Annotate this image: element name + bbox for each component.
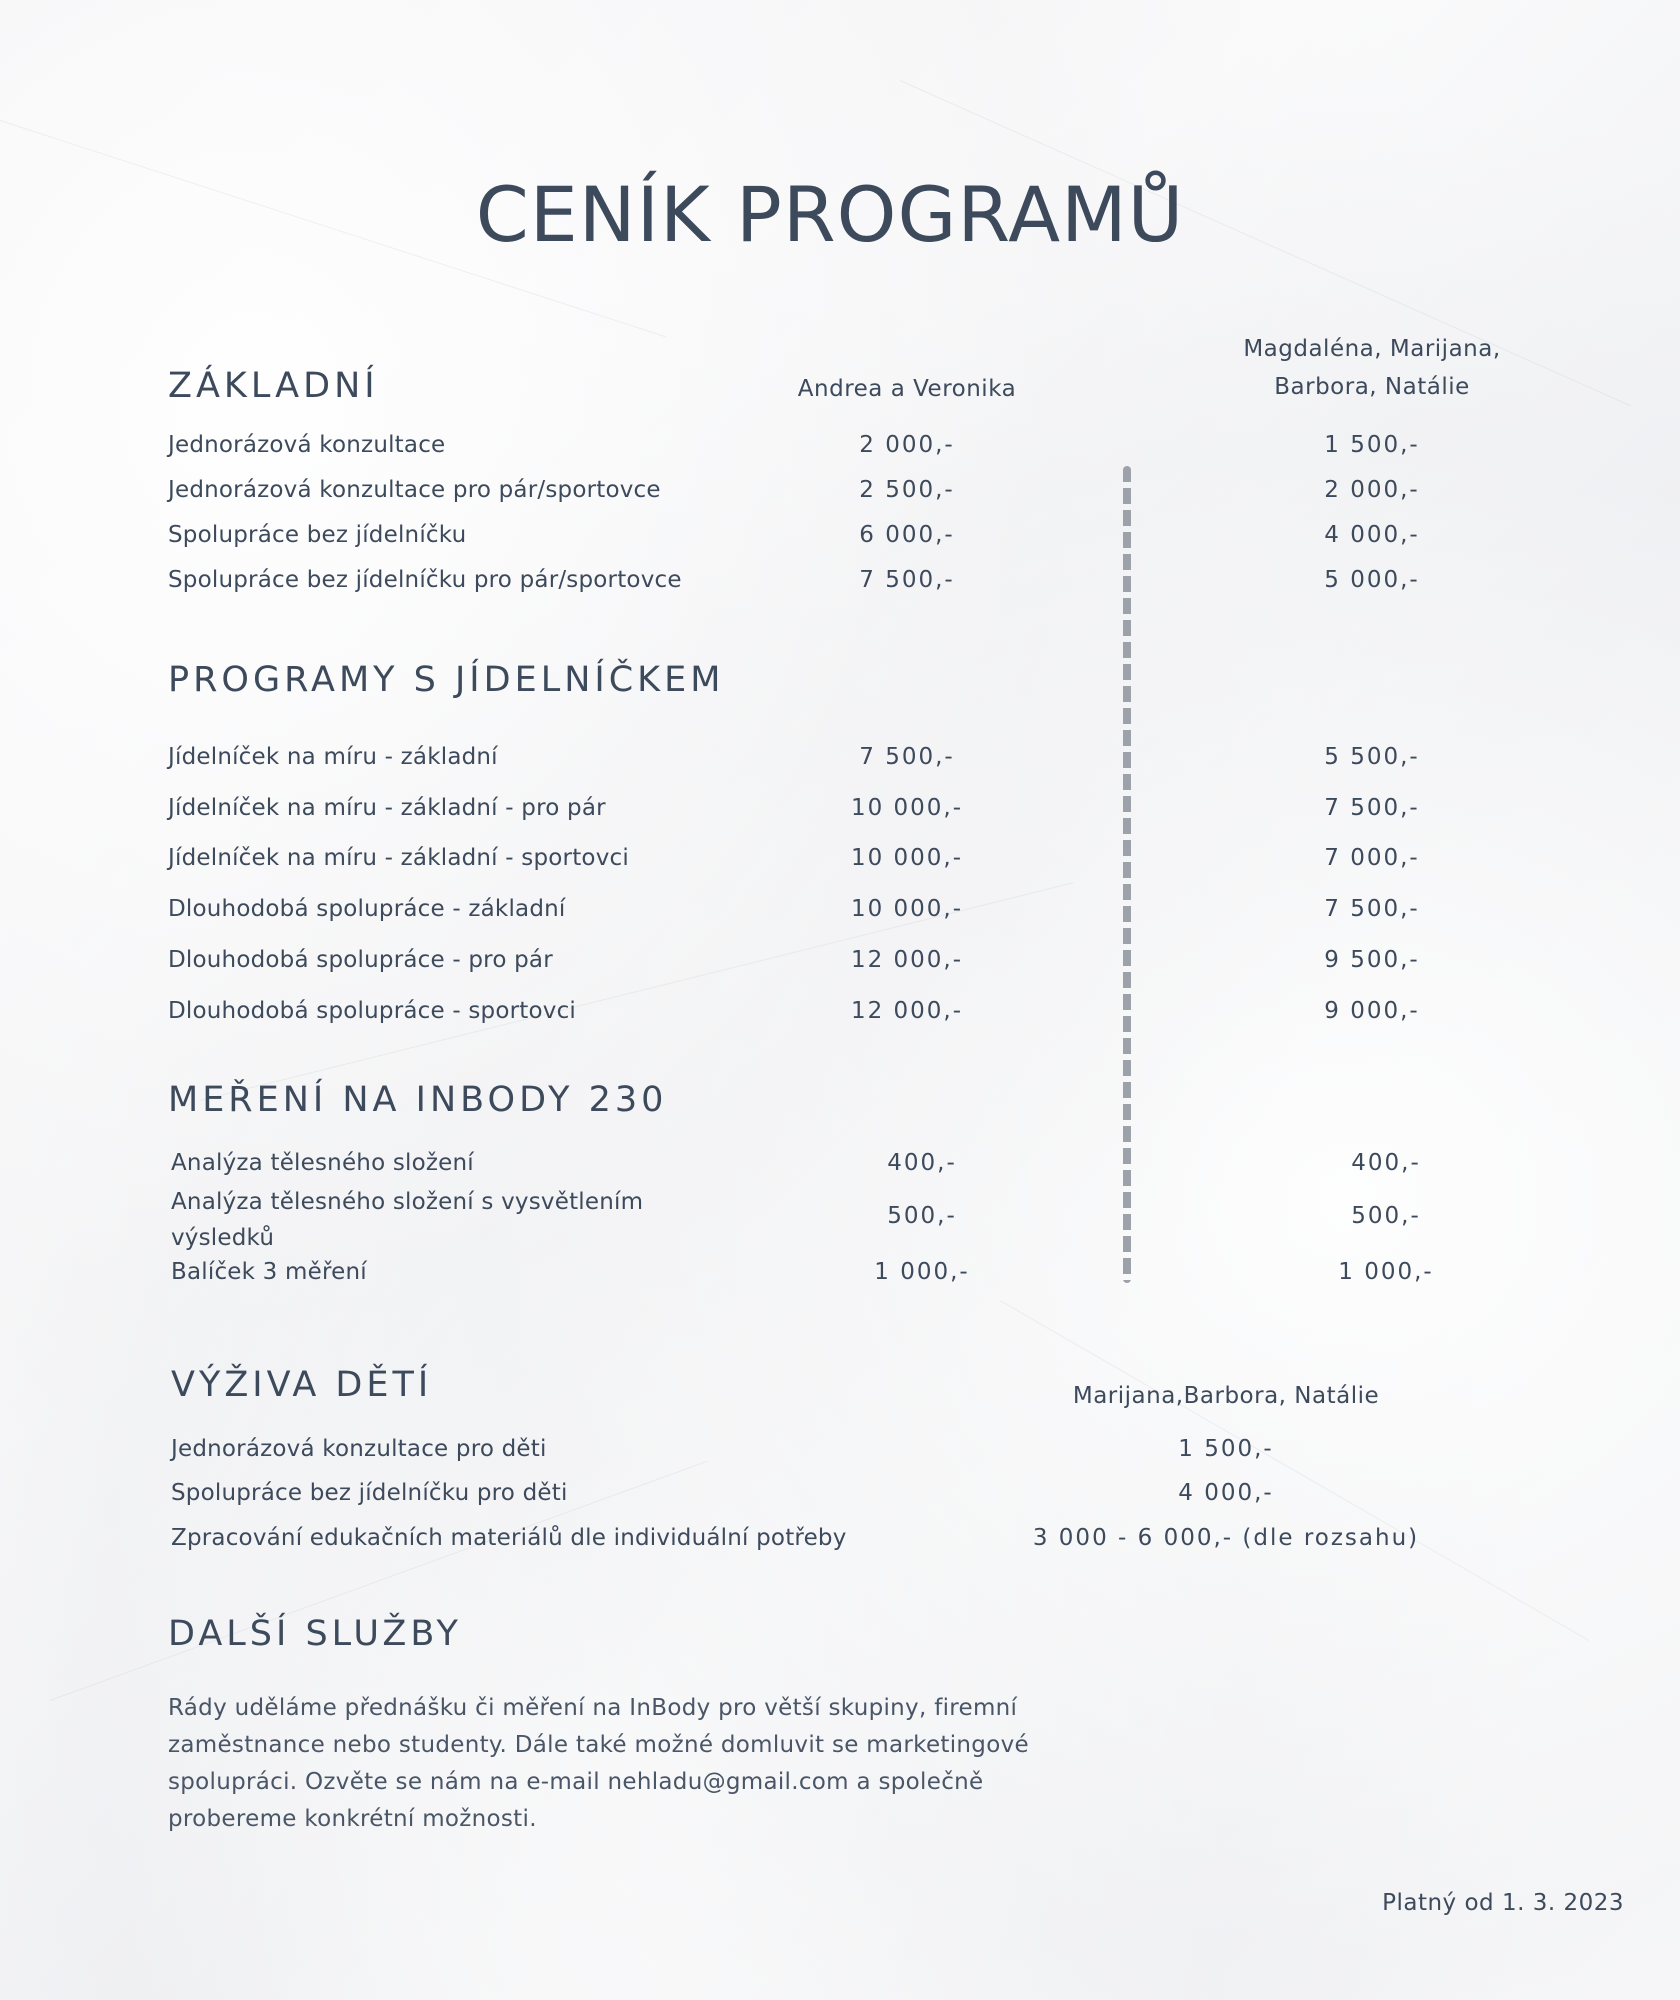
price-andrea-veronika: 2 000,- [859, 432, 955, 458]
price-row-label: Dlouhodobá spolupráce - základní [168, 896, 566, 922]
price-andrea-veronika: 500,- [887, 1203, 957, 1229]
price-row-label: Jídelníček na míru - základní - pro pár [168, 795, 606, 821]
price-andrea-veronika: 7 500,- [859, 567, 955, 593]
price-andrea-veronika: 6 000,- [859, 522, 955, 548]
price-magdalena-group: 500,- [1351, 1203, 1421, 1229]
page-title: CENÍK PROGRAMŮ [475, 170, 1185, 259]
price-row-label: Spolupráce bez jídelníčku pro pár/sportovce [168, 567, 682, 593]
price-magdalena-group: 400,- [1351, 1150, 1421, 1176]
column-header-line: Magdaléna, Marijana, [1243, 336, 1501, 362]
price-magdalena-group: 7 500,- [1324, 795, 1420, 821]
price-row-label: Jednorázová konzultace pro děti [171, 1436, 547, 1462]
price-row-label: Dlouhodobá spolupráce - pro pár [168, 947, 553, 973]
price-row-label: Balíček 3 měření [171, 1259, 367, 1285]
price-magdalena-group: 7 000,- [1324, 845, 1420, 871]
price-andrea-veronika: 7 500,- [859, 744, 955, 770]
price-magdalena-group: 9 000,- [1324, 998, 1420, 1024]
price-andrea-veronika: 12 000,- [850, 947, 964, 973]
section-heading-inbody: MEŘENÍ NA INBODY 230 [168, 1080, 668, 1120]
section-heading-vyziva-deti: VÝŽIVA DĚTÍ [171, 1365, 433, 1405]
price-kids: 3 000 - 6 000,- (dle rozsahu) [1032, 1525, 1420, 1551]
price-magdalena-group: 5 500,- [1324, 744, 1420, 770]
price-row-label: Zpracování edukačních materiálů dle individuální potřeby [171, 1525, 847, 1551]
price-row-label: Dlouhodobá spolupráce - sportovci [168, 998, 577, 1024]
price-magdalena-group: 1 000,- [1338, 1259, 1434, 1285]
section-heading-programy: PROGRAMY S JÍDELNÍČKEM [168, 660, 725, 700]
section-heading-dalsi-sluzby: DALŠÍ SLUŽBY [168, 1614, 462, 1654]
additional-services-text: Rády uděláme přednášku či měření na InBody pro větší skupiny, firemní zaměstnance nebo studenty. Dále také možné domluvit se marketingové spolupráci. Ozvěte se nám na e-mail nehladu@gmail.com a společně probereme konkrétní možnosti. [168, 1695, 1029, 1832]
price-magdalena-group: 2 000,- [1324, 477, 1420, 503]
price-row-label: Spolupráce bez jídelníčku pro děti [171, 1480, 568, 1506]
column-header-marijana-group: Marijana,Barbora, Natálie [1072, 1383, 1380, 1409]
price-row-label: Jídelníček na míru - základní - sportovci [168, 845, 629, 871]
price-magdalena-group: 1 500,- [1324, 432, 1420, 458]
price-kids: 1 500,- [1178, 1436, 1274, 1462]
column-divider [1123, 466, 1131, 1283]
price-andrea-veronika: 10 000,- [850, 795, 964, 821]
price-andrea-veronika: 10 000,- [850, 845, 964, 871]
price-row-label: Analýza tělesného složení [171, 1150, 474, 1176]
price-magdalena-group: 9 500,- [1324, 947, 1420, 973]
valid-from-date: Platný od 1. 3. 2023 [1382, 1890, 1624, 1916]
price-magdalena-group: 5 000,- [1324, 567, 1420, 593]
price-kids: 4 000,- [1178, 1480, 1274, 1506]
price-andrea-veronika: 12 000,- [850, 998, 964, 1024]
price-row-label: Analýza tělesného složení s vysvětlením výsledků [171, 1189, 644, 1251]
price-magdalena-group: 7 500,- [1324, 896, 1420, 922]
column-header-line: Barbora, Natálie [1274, 374, 1470, 400]
column-header-andrea-veronika: Andrea a Veronika [797, 376, 1017, 402]
section-heading-zakladni: ZÁKLADNÍ [168, 366, 379, 406]
price-andrea-veronika: 2 500,- [859, 477, 955, 503]
price-row-label: Jednorázová konzultace pro pár/sportovce [168, 477, 661, 503]
marble-vein [1000, 1300, 1589, 1641]
price-andrea-veronika: 400,- [887, 1150, 957, 1176]
price-row-label: Spolupráce bez jídelníčku [168, 522, 467, 548]
price-andrea-veronika: 10 000,- [850, 896, 964, 922]
price-row-label: Jednorázová konzultace [168, 432, 446, 458]
price-row-label: Jídelníček na míru - základní [168, 744, 498, 770]
price-magdalena-group: 4 000,- [1324, 522, 1420, 548]
column-header-magdalena-group [1172, 330, 1572, 406]
price-andrea-veronika: 1 000,- [874, 1259, 970, 1285]
